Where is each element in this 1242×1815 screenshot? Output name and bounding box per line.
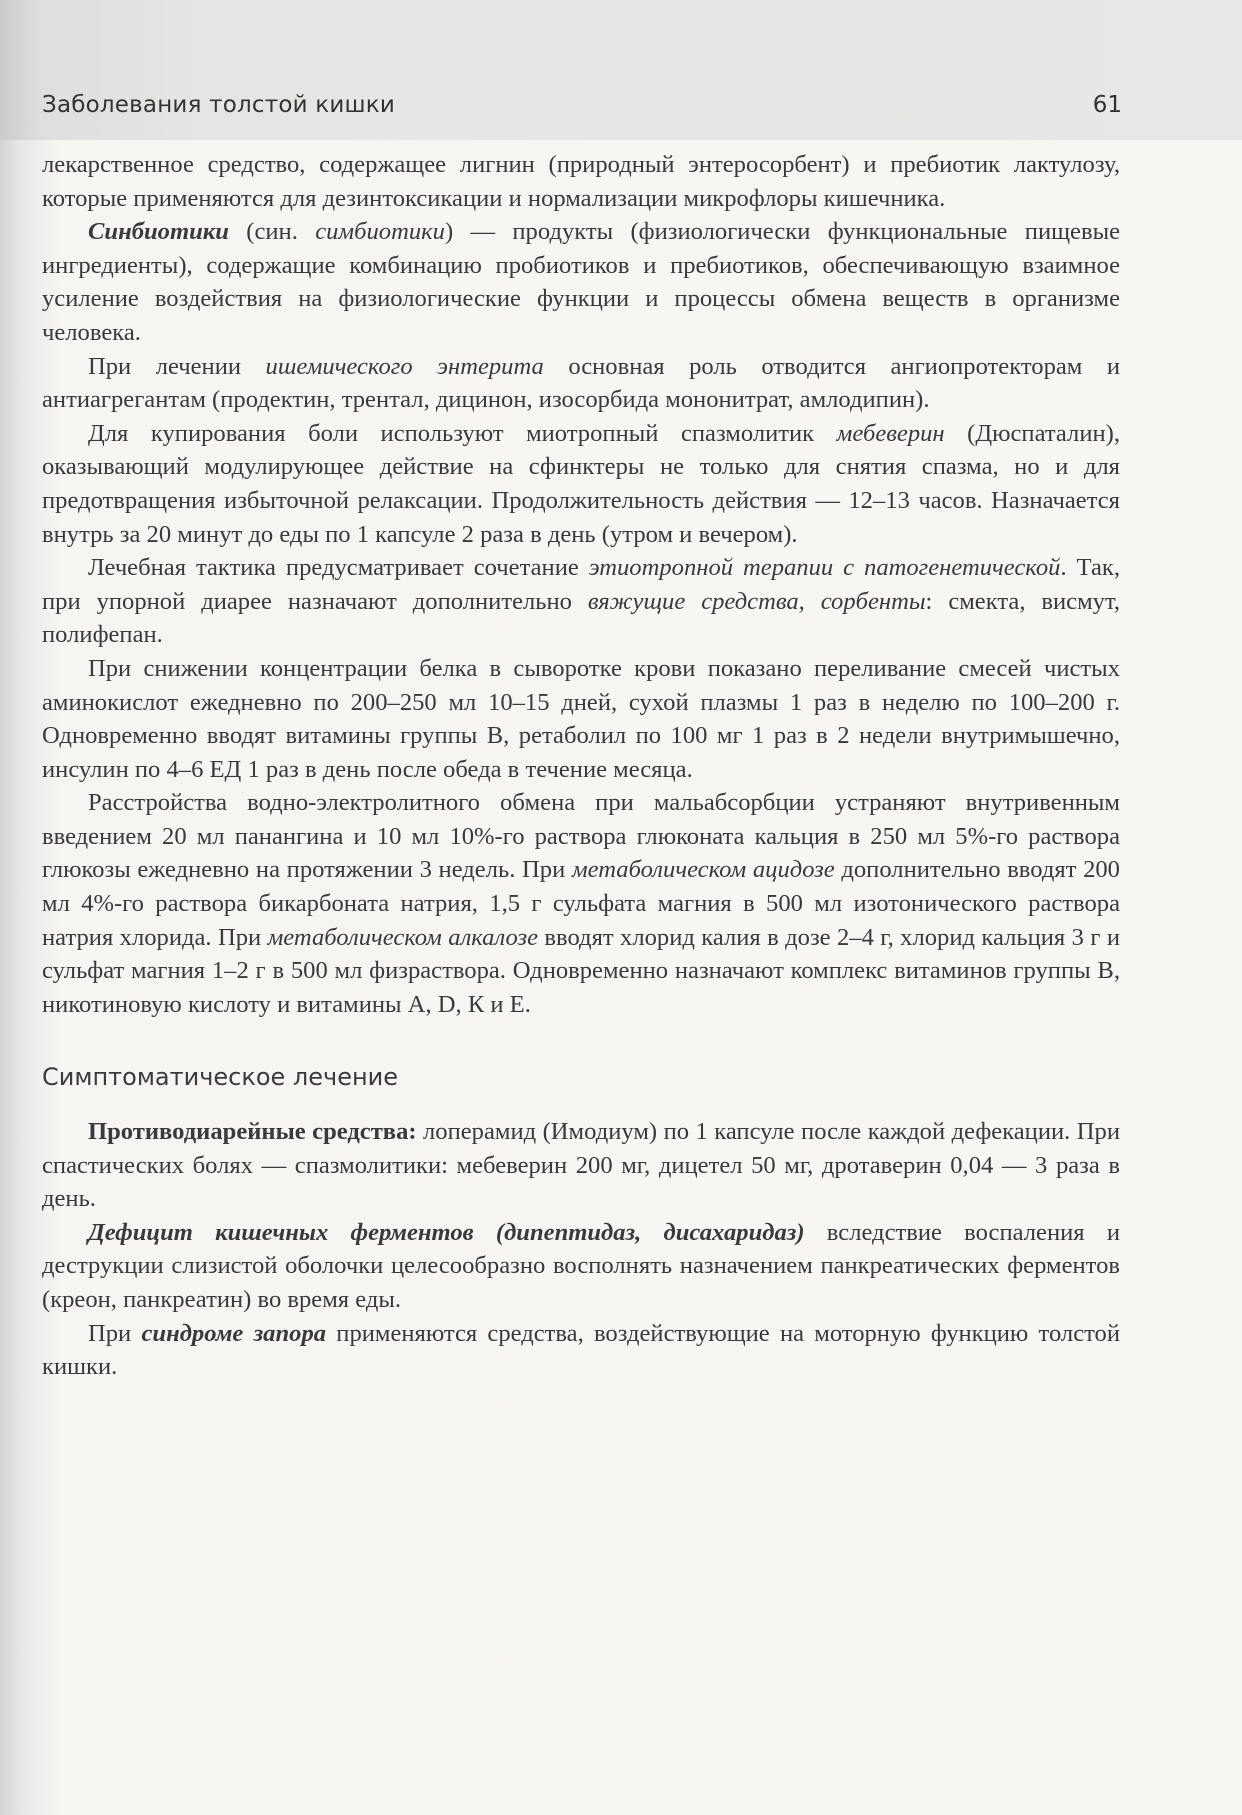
term-mebeverin: мебеверин [836, 419, 945, 447]
section-heading: Симптоматическое лечение [42, 1063, 399, 1092]
paragraph-tactics: Лечебная тактика предусматривает сочетание этиотропной терапии с патогенетической. Так, при упорной диарее назначают дополнительно вяжущие средства, сорбенты: смекта, висмут, полифепан. [42, 554, 1121, 649]
page-number: 61 [1092, 92, 1122, 118]
paragraph-constipation: При синдроме запора применяются средства, воздействующие на моторную функцию толстой кишки. [42, 1319, 1121, 1381]
running-header [42, 88, 1122, 130]
term-constipation: синдроме запора [141, 1319, 327, 1347]
running-title: Заболевания толстой кишки [42, 92, 395, 118]
paragraph-ischemic-enteritis: При лечении ишемического энтерита основная роль отводится ангиопротекторам и антиагрегантам (продектин, трентал, дицинон, изосорбида мононитрат, амлодипин). [42, 352, 1120, 414]
term-antidiarrheal: Противодиарейные средства: [88, 1118, 417, 1146]
paragraph-1: лекарственное средство, содержащее лигнин (природный энтеросорбент) и пребиотик лактулозу, которые применяются для дезинтоксикации и нормализации микрофлоры кишечника. [42, 151, 1120, 212]
term-synbiotics: Синбиотики [88, 218, 229, 246]
paragraph-electrolytes: Расстройства водно-электролитного обмена при мальабсорбции устраняют внутривенным введением 20 мл панангина и 10 мл 10%-го раствора глюконата кальция в 250 мл 5%-го раствора глюкозы ежедневно на протяжении 3 недель. При метаболическом ацидозе дополнительно вводят 200 мл 4%-го раствора бикарбоната натрия, 1,5 г сульфата магния в 500 мл изотонического раствора натрия хлорида. При метаболическом алкалозе вводят хлорид калия в дозе 2–4 г, хлорид кальция 3 г и сульфат магния 1–2 г в 500 мл физраствора. Одновременно назначают комплекс витаминов группы В, никотиновую кислоту и витамины А, D, К и Е. [42, 789, 1121, 1018]
page-body [42, 148, 1120, 1384]
term-ischemic-enteritis: ишемического энтерита [265, 352, 544, 380]
paragraph-protein: При снижении концентрации белка в сыворотке крови показано переливание смесей чистых аминокислот ежедневно по 200–250 мл 10–15 дней, сухой плазмы 1 раз в неделю по 100–200 г. Одновременно вводят витамины группы В, ретаболил по 100 мг 1 раз в 2 недели внутримышечно, инсулин по 4–6 ЕД 1 раз в день после обеда в течение месяца. [42, 654, 1120, 783]
paragraph-synbiotics: Синбиотики (син. симбиотики) — продукты (физиологически функциональные пищевые ингредиенты), содержащие комбинацию пробиотиков и пребиотиков, обеспечивающую взаимное усиление воздействия на физиологические функции и процессы обмена веществ в организме человека. [42, 218, 1121, 346]
paragraph-enzymes: Дефицит кишечных ферментов (дипептидаз, дисахаридаз) вследствие воспаления и деструкции слизистой оболочки целесообразно восполнять назначением панкреатических ферментов (креон, панкреатин) во время еды. [42, 1218, 1120, 1313]
paragraph-pain-relief: Для купирования боли используют миотропный спазмолитик мебеверин (Дюспаталин), оказывающий модулирующее действие на сфинктеры не только для снятия спазма, но и для предотвращения избыточной релаксации. Продолжительность действия — 12–13 часов. Назначается внутрь за 20 минут до еды по 1 капсуле 2 раза в день (утром и вечером). [42, 419, 1120, 548]
term-metabolic-alkalosis: метаболическом алкалозе [267, 923, 538, 951]
term-enzyme-deficiency: Дефицит кишечных ферментов (дипептидаз, дисахаридаз) [88, 1218, 805, 1246]
term-symbiotics: симбиотики [315, 218, 445, 246]
paragraph-antidiarrheal: Противодиарейные средства: лоперамид (Имодиум) по 1 капсуле после каждой дефекации. При спастических болях — спазмолитики: мебеверин 200 мг, дицетел 50 мг, дротаверин 0,04 — 3 раза в день. [42, 1118, 1121, 1213]
term-metabolic-acidosis: метаболическом ацидозе [571, 856, 835, 884]
term-astringents: вяжущие средства, сорбенты [587, 587, 926, 615]
term-etiotropic-therapy: этиотропной терапии с патогенетической [588, 554, 1061, 582]
